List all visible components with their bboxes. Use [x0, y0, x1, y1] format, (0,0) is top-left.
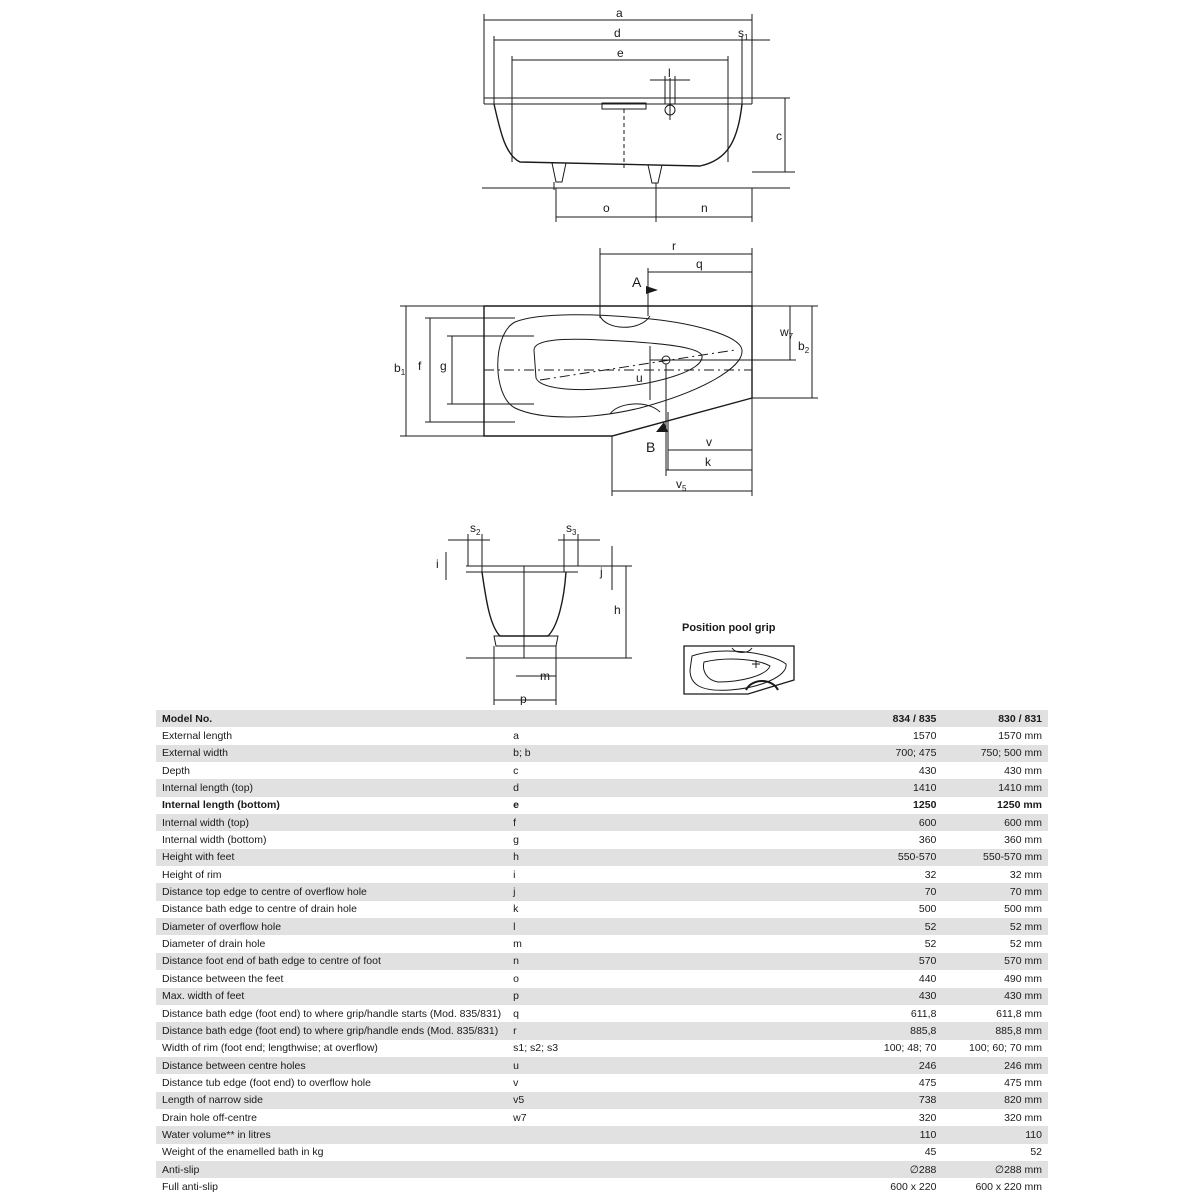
- row-label: Height with feet: [156, 849, 507, 866]
- row-value-834-835: 885,8: [862, 1022, 942, 1039]
- table-row: [156, 1005, 1048, 1022]
- table-row: [156, 727, 1048, 744]
- row-value-830-831: 570 mm: [942, 953, 1048, 970]
- row-symbol: l: [507, 918, 862, 935]
- row-label: Distance between the feet: [156, 970, 507, 987]
- row-symbol: e: [507, 797, 862, 814]
- row-label: Anti-slip: [156, 1161, 507, 1178]
- row-symbol: m: [507, 935, 862, 952]
- header-model-834-835: 834 / 835: [862, 710, 942, 727]
- row-value-830-831: 550-570 mm: [942, 849, 1048, 866]
- row-value-830-831: 490 mm: [942, 970, 1048, 987]
- end-view: [446, 534, 632, 705]
- row-label: Distance bath edge (foot end) to where grip/handle starts (Mod. 835/831): [156, 1005, 507, 1022]
- row-value-834-835: 430: [862, 988, 942, 1005]
- dim-v-label: v: [706, 435, 712, 449]
- row-value-830-831: 600 x 220 mm: [942, 1178, 1048, 1195]
- row-symbol: n: [507, 953, 862, 970]
- row-value-834-835: 600: [862, 814, 942, 831]
- table-row: [156, 935, 1048, 952]
- dim-u-label: u: [636, 371, 643, 385]
- row-value-834-835: 550-570: [862, 849, 942, 866]
- detail-a-label: A: [632, 274, 642, 290]
- dim-j-label: j: [600, 565, 603, 579]
- row-value-834-835: 500: [862, 901, 942, 918]
- row-symbol: [507, 1144, 862, 1161]
- row-value-834-835: 70: [862, 883, 942, 900]
- row-symbol: g: [507, 831, 862, 848]
- row-symbol: s1; s2; s3: [507, 1040, 862, 1057]
- row-value-834-835: 45: [862, 1144, 942, 1161]
- dim-n-label: n: [701, 201, 708, 215]
- dim-m-label: m: [540, 669, 550, 683]
- row-value-834-835: 32: [862, 866, 942, 883]
- dim-o-label: o: [603, 201, 610, 215]
- row-value-830-831: 100; 60; 70 mm: [942, 1040, 1048, 1057]
- row-label: Distance bath edge (foot end) to where grip/handle ends (Mod. 835/831): [156, 1022, 507, 1039]
- dim-e-label: e: [617, 46, 624, 60]
- table-row: [156, 1040, 1048, 1057]
- row-symbol: c: [507, 762, 862, 779]
- row-value-830-831: 430 mm: [942, 988, 1048, 1005]
- table-row: [156, 866, 1048, 883]
- row-value-834-835: 1410: [862, 779, 942, 796]
- dim-s3-label: $s_3$: [566, 521, 577, 537]
- row-label: Water volume** in litres: [156, 1126, 507, 1143]
- row-label: Weight of the enamelled bath in kg: [156, 1144, 507, 1161]
- table-row: [156, 745, 1048, 762]
- row-symbol: [507, 1126, 862, 1143]
- dim-d-label: d: [614, 26, 621, 40]
- table-row: [156, 849, 1048, 866]
- row-value-834-835: 738: [862, 1092, 942, 1109]
- row-value-834-835: 1570: [862, 727, 942, 744]
- row-label: Internal width (top): [156, 814, 507, 831]
- row-value-830-831: 320 mm: [942, 1109, 1048, 1126]
- table-row: [156, 779, 1048, 796]
- row-label: Internal length (bottom): [156, 797, 507, 814]
- row-value-830-831: 611,8 mm: [942, 1005, 1048, 1022]
- dim-h-label: h: [614, 603, 621, 617]
- table-row: [156, 953, 1048, 970]
- row-value-830-831: 246 mm: [942, 1057, 1048, 1074]
- dim-b2-label: $b_2$: [798, 339, 810, 355]
- table-row: [156, 883, 1048, 900]
- row-value-834-835: 246: [862, 1057, 942, 1074]
- dim-c-label: c: [776, 129, 782, 143]
- row-symbol: k: [507, 901, 862, 918]
- table-row: [156, 1161, 1048, 1178]
- row-symbol: [507, 1161, 862, 1178]
- row-value-830-831: 820 mm: [942, 1092, 1048, 1109]
- side-view: [482, 14, 795, 222]
- row-symbol: o: [507, 970, 862, 987]
- pool-grip-caption: Position pool grip: [682, 622, 776, 634]
- table-row: [156, 988, 1048, 1005]
- row-label: Diameter of drain hole: [156, 935, 507, 952]
- row-value-830-831: 52 mm: [942, 935, 1048, 952]
- row-value-834-835: 600 x 220: [862, 1178, 942, 1195]
- row-value-834-835: 100; 48; 70: [862, 1040, 942, 1057]
- specification-table-body: [156, 710, 1048, 1196]
- dim-f-label: f: [418, 359, 422, 373]
- row-value-830-831: 475 mm: [942, 1074, 1048, 1091]
- row-value-834-835: 320: [862, 1109, 942, 1126]
- dim-l-label: l: [668, 66, 671, 80]
- row-value-834-835: 110: [862, 1126, 942, 1143]
- dim-a-label: a: [616, 6, 623, 20]
- dim-s1-label: $s_1$: [738, 26, 749, 42]
- row-value-834-835: 570: [862, 953, 942, 970]
- pool-grip-thumbnail: [684, 646, 794, 694]
- header-model-830-831: 830 / 831: [942, 710, 1048, 727]
- row-label: Distance foot end of bath edge to centre of foot: [156, 953, 507, 970]
- row-symbol: u: [507, 1057, 862, 1074]
- table-row: [156, 918, 1048, 935]
- row-value-834-835: 52: [862, 935, 942, 952]
- table-row: [156, 1092, 1048, 1109]
- row-label: Internal width (bottom): [156, 831, 507, 848]
- row-value-834-835: 52: [862, 918, 942, 935]
- dim-r-label: r: [672, 239, 676, 253]
- row-label: Width of rim (foot end; lengthwise; at overflow): [156, 1040, 507, 1057]
- row-value-834-835: 440: [862, 970, 942, 987]
- row-value-830-831: 1570 mm: [942, 727, 1048, 744]
- header-symbol: [507, 710, 862, 727]
- dim-g-label: g: [440, 359, 447, 373]
- row-value-830-831: 885,8 mm: [942, 1022, 1048, 1039]
- row-label: Depth: [156, 762, 507, 779]
- row-label: Distance top edge to centre of overflow hole: [156, 883, 507, 900]
- row-symbol: f: [507, 814, 862, 831]
- row-symbol: [507, 1178, 862, 1195]
- row-value-830-831: 110: [942, 1126, 1048, 1143]
- row-symbol: q: [507, 1005, 862, 1022]
- row-label: Full anti-slip: [156, 1178, 507, 1195]
- row-label: Distance bath edge to centre of drain hole: [156, 901, 507, 918]
- table-header-row: [156, 710, 1048, 727]
- row-value-830-831: 600 mm: [942, 814, 1048, 831]
- table-row: [156, 1144, 1048, 1161]
- row-value-830-831: 360 mm: [942, 831, 1048, 848]
- row-value-830-831: 750; 500 mm: [942, 745, 1048, 762]
- row-value-830-831: 1410 mm: [942, 779, 1048, 796]
- row-label: External width: [156, 745, 507, 762]
- row-symbol: h: [507, 849, 862, 866]
- row-symbol: r: [507, 1022, 862, 1039]
- row-label: Diameter of overflow hole: [156, 918, 507, 935]
- row-value-834-835: 475: [862, 1074, 942, 1091]
- header-label: Model No.: [156, 710, 507, 727]
- table-row: [156, 797, 1048, 814]
- dim-s2-label: $s_2$: [470, 521, 481, 537]
- table-row: [156, 970, 1048, 987]
- detail-b-label: B: [646, 439, 656, 455]
- row-value-830-831: 32 mm: [942, 866, 1048, 883]
- row-symbol: v5: [507, 1092, 862, 1109]
- row-value-830-831: ∅288 mm: [942, 1161, 1048, 1178]
- dim-b1-label: $b_1$: [394, 361, 406, 377]
- top-view: [400, 248, 818, 496]
- row-value-830-831: 52 mm: [942, 918, 1048, 935]
- table-row: [156, 901, 1048, 918]
- row-label: Distance tub edge (foot end) to overflow hole: [156, 1074, 507, 1091]
- row-value-830-831: 70 mm: [942, 883, 1048, 900]
- row-symbol: a: [507, 727, 862, 744]
- row-symbol: p: [507, 988, 862, 1005]
- row-symbol: w7: [507, 1109, 862, 1126]
- row-value-830-831: 52: [942, 1144, 1048, 1161]
- row-value-834-835: 360: [862, 831, 942, 848]
- dim-k-label: k: [705, 455, 711, 469]
- row-label: Distance between centre holes: [156, 1057, 507, 1074]
- row-label: Internal length (top): [156, 779, 507, 796]
- table-row: [156, 831, 1048, 848]
- row-label: External length: [156, 727, 507, 744]
- table-row: [156, 1109, 1048, 1126]
- row-label: Drain hole off-centre: [156, 1109, 507, 1126]
- row-value-834-835: 430: [862, 762, 942, 779]
- dimension-labels: [394, 6, 810, 705]
- row-label: Length of narrow side: [156, 1092, 507, 1109]
- row-value-830-831: 1250 mm: [942, 797, 1048, 814]
- specification-table: [156, 710, 1048, 1196]
- dim-i-label: i: [436, 557, 439, 571]
- row-value-834-835: ∅288: [862, 1161, 942, 1178]
- row-symbol: i: [507, 866, 862, 883]
- table-row: [156, 1126, 1048, 1143]
- table-row: [156, 1057, 1048, 1074]
- row-value-830-831: 500 mm: [942, 901, 1048, 918]
- table-row: [156, 1178, 1048, 1195]
- table-row: [156, 814, 1048, 831]
- row-symbol: v: [507, 1074, 862, 1091]
- row-symbol: b; b: [507, 745, 862, 762]
- row-label: Max. width of feet: [156, 988, 507, 1005]
- row-value-834-835: 1250: [862, 797, 942, 814]
- row-symbol: d: [507, 779, 862, 796]
- row-label: Height of rim: [156, 866, 507, 883]
- table-row: [156, 1022, 1048, 1039]
- table-row: [156, 762, 1048, 779]
- row-value-834-835: 611,8: [862, 1005, 942, 1022]
- dim-p-label: p: [520, 692, 527, 705]
- row-value-834-835: 700; 475: [862, 745, 942, 762]
- table-row: [156, 1074, 1048, 1091]
- dim-v5-label: $v_5$: [676, 477, 687, 493]
- dim-w7-label: $w_7$: [780, 325, 794, 341]
- row-symbol: j: [507, 883, 862, 900]
- row-value-830-831: 430 mm: [942, 762, 1048, 779]
- dim-q-label: q: [696, 257, 703, 271]
